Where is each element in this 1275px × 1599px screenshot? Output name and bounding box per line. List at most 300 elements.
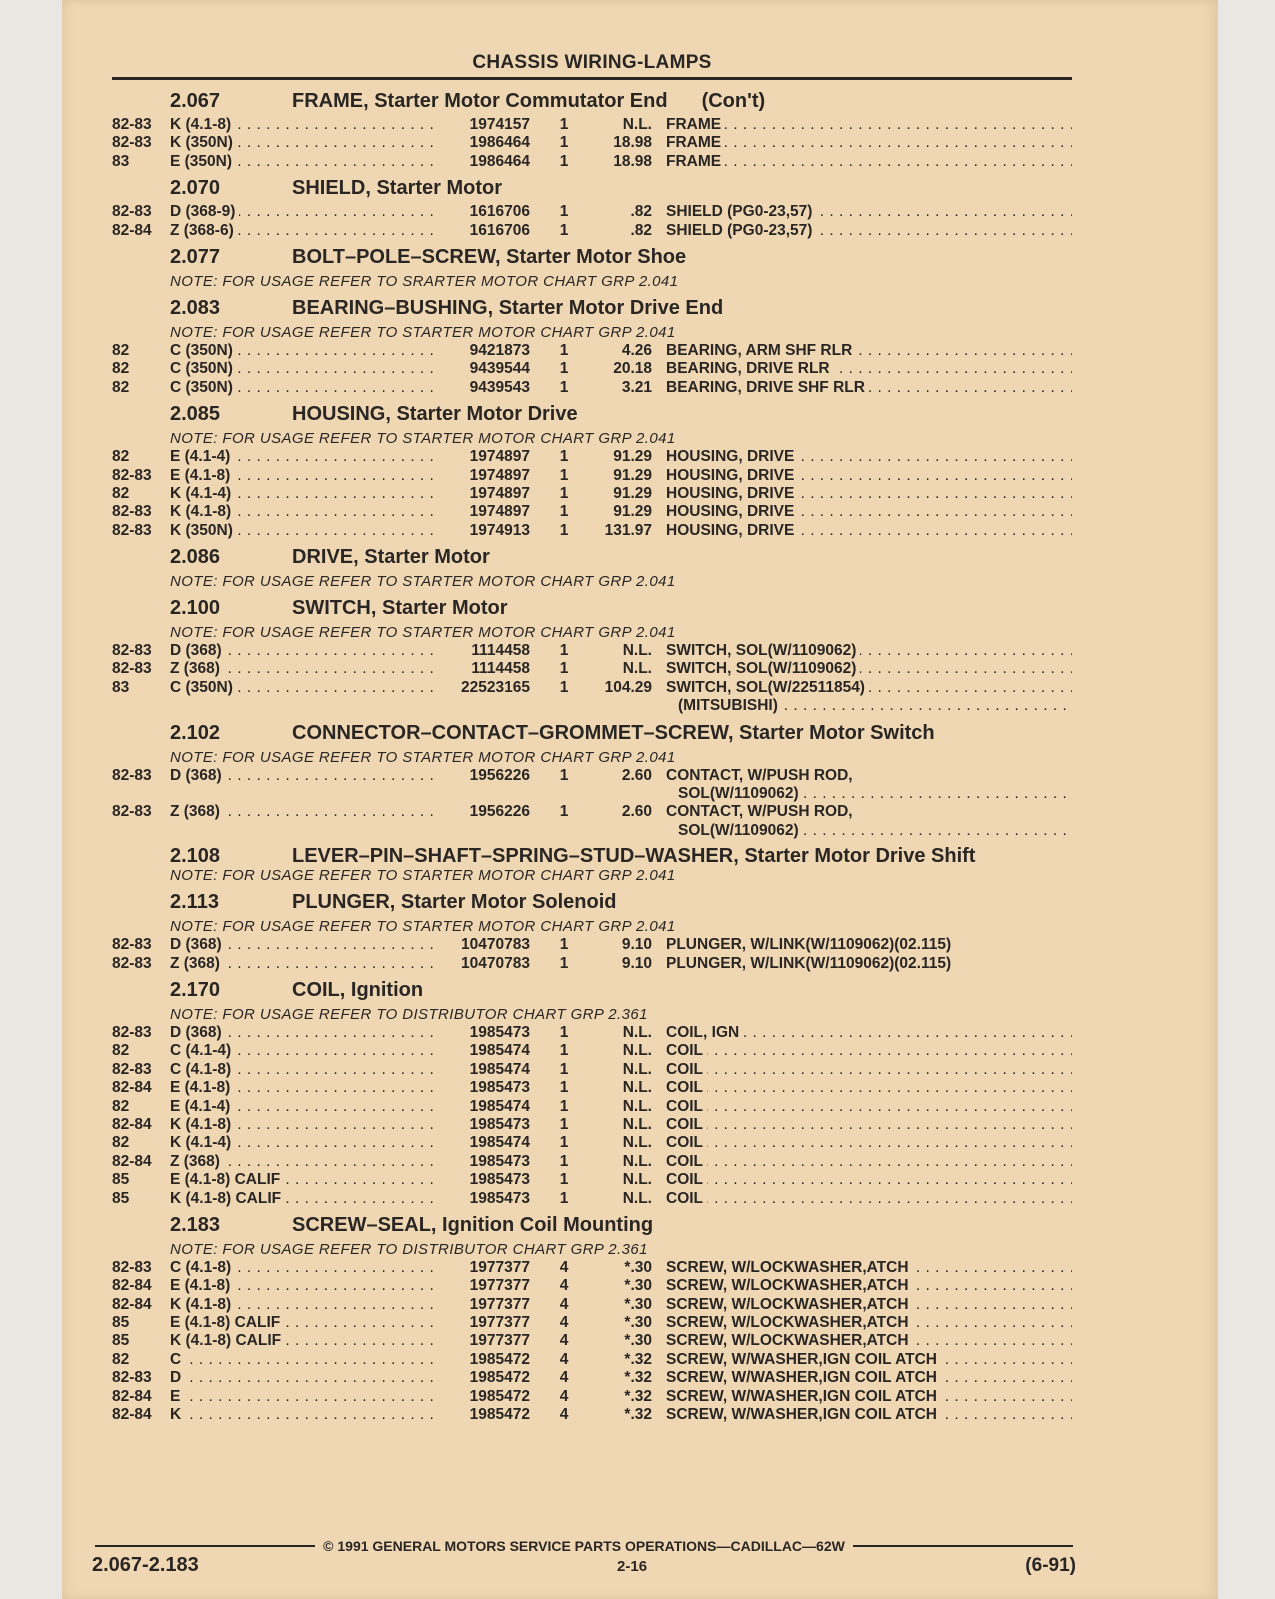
part-row	[112, 153, 1072, 171]
model-year: 82-83	[112, 1369, 152, 1387]
usage-note: NOTE: FOR USAGE REFER TO SRARTER MOTOR CHART GRP 2.041	[170, 272, 679, 290]
part-number: 9421873	[469, 341, 530, 359]
engine-code-text: E (4.1-8)	[170, 1277, 234, 1294]
group-title: COIL, Ignition	[292, 978, 424, 1001]
footer-rule-right	[853, 1545, 1073, 1547]
engine-code	[170, 503, 440, 521]
engine-code	[170, 467, 440, 485]
part-description	[666, 1369, 1072, 1387]
part-number: 1985473	[469, 1079, 530, 1097]
parts-group	[112, 399, 1072, 540]
quantity: 1	[559, 1171, 569, 1189]
model-year: 82-83	[112, 766, 152, 784]
quantity: 1	[559, 116, 569, 133]
footer-copyright: © 1991 GENERAL MOTORS SERVICE PARTS OPERATIONS—CADILLAC—62W	[323, 1538, 845, 1554]
usage-note: NOTE: FOR USAGE REFER TO DISTRIBUTOR CHART GRP 2.361	[170, 1240, 648, 1258]
engine-code-text: E (4.1-8)	[170, 1079, 234, 1096]
footer-rule-left	[95, 1545, 315, 1547]
part-description-text: SHIELD (PG0-23,57)	[666, 222, 816, 239]
part-description	[666, 1351, 1072, 1369]
part-description	[666, 203, 1072, 221]
engine-code-text: K (4.1-8)	[170, 116, 235, 133]
price: *.32	[624, 1369, 652, 1387]
part-number: 1985472	[469, 1350, 530, 1368]
model-year: 82-84	[112, 1152, 152, 1170]
engine-code-text: E (4.1-8)	[170, 467, 234, 484]
model-year: 82-84	[112, 1406, 152, 1424]
engine-code	[170, 785, 440, 803]
engine-code	[170, 1116, 440, 1134]
part-number: 1616706	[469, 221, 530, 239]
part-description	[666, 222, 1072, 240]
part-description-text: FRAME	[666, 116, 725, 133]
quantity	[540, 697, 588, 715]
quantity: 1	[559, 448, 569, 466]
price: *.30	[624, 1332, 652, 1350]
engine-code	[170, 679, 440, 697]
part-description	[666, 785, 1072, 803]
part-description	[666, 767, 1072, 785]
engine-code	[170, 1406, 440, 1424]
group-number: 2.113	[170, 891, 219, 914]
part-row	[112, 342, 1072, 360]
part-description	[666, 448, 1072, 466]
part-number: 1977377	[469, 1314, 530, 1332]
quantity: 1	[559, 1189, 569, 1207]
engine-code-text: E	[170, 1388, 184, 1405]
engine-code-text: E (4.1-8) CALIF	[170, 1314, 284, 1331]
engine-code	[170, 1351, 440, 1369]
price: 91.29	[613, 484, 652, 502]
quantity: 1	[559, 1060, 569, 1078]
engine-code-text: K (4.1-8)	[170, 1116, 235, 1133]
engine-code-text: K (4.1-4)	[170, 485, 235, 502]
part-number: 1974897	[469, 466, 530, 484]
model-year: 82-83	[112, 660, 152, 678]
model-year: 82-83	[112, 803, 152, 821]
model-year: 85	[112, 1171, 130, 1189]
engine-code	[170, 1024, 440, 1042]
price: 20.18	[613, 360, 652, 378]
parts-group	[112, 293, 1072, 397]
part-row-continuation	[112, 697, 1072, 715]
quantity: 1	[559, 954, 569, 972]
engine-code-text: E (4.1-4)	[170, 448, 234, 465]
price: *.32	[624, 1406, 652, 1424]
price: N.L.	[622, 1134, 652, 1152]
engine-code	[170, 803, 440, 821]
engine-code	[170, 936, 440, 954]
engine-code-text: K (4.1-8)	[170, 1296, 235, 1313]
engine-code	[170, 203, 440, 221]
usage-note: NOTE: FOR USAGE REFER TO STARTER MOTOR CHART GRP 2.041	[170, 867, 676, 885]
model-year: 82	[112, 378, 130, 396]
price: N.L.	[622, 1152, 652, 1170]
engine-code-text: D (368)	[170, 642, 226, 659]
model-year: 82-84	[112, 1277, 152, 1295]
part-description-text: HOUSING, DRIVE	[666, 467, 798, 484]
part-number: 1956226	[469, 803, 530, 821]
engine-code	[170, 767, 440, 785]
quantity: 4	[559, 1314, 569, 1332]
part-description	[666, 679, 1072, 697]
engine-code-text: Z (368)	[170, 955, 224, 972]
group-title: LEVER–PIN–SHAFT–SPRING–STUD–WASHER, Starter Motor Drive Shift	[292, 845, 976, 868]
engine-code-text: C (350N)	[170, 360, 237, 377]
group-heading	[170, 399, 1072, 429]
engine-code-text: E (4.1-8) CALIF	[170, 1171, 284, 1188]
engine-code	[170, 1314, 440, 1332]
group-continued: (Con't)	[701, 90, 766, 112]
price	[588, 822, 666, 840]
part-description-text: (MITSUBISHI)	[678, 697, 782, 714]
group-number: 2.085	[170, 403, 221, 426]
part-description	[666, 503, 1072, 521]
part-number: 1985474	[469, 1042, 530, 1060]
part-row	[112, 1314, 1072, 1332]
model-year	[112, 785, 170, 803]
price: N.L.	[622, 1023, 652, 1041]
engine-code-text: D (368)	[170, 767, 226, 784]
part-description-text: CONTACT, W/PUSH ROD,	[666, 767, 857, 784]
part-row-continuation	[112, 785, 1072, 803]
engine-code	[170, 116, 440, 134]
model-year: 82-83	[112, 521, 152, 539]
part-description-text: SHIELD (PG0-23,57)	[666, 203, 816, 220]
group-heading	[170, 173, 1072, 203]
part-description	[666, 1190, 1072, 1208]
engine-code-text: D	[170, 1369, 185, 1386]
footer-copyright-line	[95, 1538, 1073, 1554]
part-number: 1985473	[469, 1152, 530, 1170]
model-year: 82-84	[112, 221, 152, 239]
model-year: 82-84	[112, 1079, 152, 1097]
part-description-text: HOUSING, DRIVE	[666, 448, 798, 465]
part-number	[440, 785, 540, 803]
quantity: 1	[559, 484, 569, 502]
engine-code	[170, 1134, 440, 1152]
group-heading	[170, 593, 1072, 623]
price: *.30	[624, 1295, 652, 1313]
part-number: 1616706	[469, 203, 530, 221]
group-title: CONNECTOR–CONTACT–GROMMET–SCREW, Starter Motor Switch	[292, 721, 935, 744]
part-description-text: SWITCH, SOL(W/1109062)	[666, 660, 860, 677]
price: N.L.	[622, 1189, 652, 1207]
group-number: 2.070	[170, 177, 221, 200]
price: *.32	[624, 1387, 652, 1405]
engine-code	[170, 448, 440, 466]
price: N.L.	[622, 1060, 652, 1078]
quantity: 1	[559, 466, 569, 484]
part-description-text: COIL	[666, 1116, 707, 1133]
price: 9.10	[621, 936, 652, 954]
part-description	[666, 1042, 1072, 1060]
engine-code	[170, 1259, 440, 1277]
quantity: 1	[559, 1115, 569, 1133]
part-row	[112, 503, 1072, 521]
footer-date: (6-91)	[1025, 1555, 1076, 1576]
quantity: 1	[559, 660, 569, 678]
part-description-text: SCREW, W/WASHER,IGN COIL ATCH	[666, 1369, 941, 1386]
part-row	[112, 467, 1072, 485]
part-description	[666, 1406, 1072, 1424]
model-year: 85	[112, 1314, 130, 1332]
engine-code	[170, 1171, 440, 1189]
footer-group-range: 2.067-2.183	[92, 1554, 199, 1576]
group-heading	[170, 975, 1072, 1005]
part-description	[666, 1079, 1072, 1097]
engine-code-text: C (4.1-4)	[170, 1042, 235, 1059]
part-number: 9439544	[469, 360, 530, 378]
price: 91.29	[613, 503, 652, 521]
model-year: 82-83	[112, 503, 152, 521]
usage-note: NOTE: FOR USAGE REFER TO STARTER MOTOR CHART GRP 2.041	[170, 573, 676, 591]
engine-code	[170, 1296, 440, 1314]
part-number: 1985473	[469, 1171, 530, 1189]
quantity: 4	[559, 1295, 569, 1313]
part-description	[666, 1277, 1072, 1295]
part-description	[666, 134, 1072, 152]
engine-code	[170, 1369, 440, 1387]
quantity: 1	[559, 203, 569, 221]
part-description	[666, 116, 1072, 134]
part-row	[112, 1351, 1072, 1369]
part-number: 1977377	[469, 1295, 530, 1313]
model-year: 82-84	[112, 1295, 152, 1313]
part-number: 1974157	[469, 116, 530, 133]
part-description-text: SCREW, W/LOCKWASHER,ATCH	[666, 1332, 913, 1349]
price: 9.10	[621, 954, 652, 972]
engine-code-text: E (350N)	[170, 153, 236, 170]
group-title: DRIVE, Starter Motor	[292, 546, 490, 569]
group-number: 2.086	[170, 546, 221, 569]
part-row	[112, 203, 1072, 221]
part-row	[112, 936, 1072, 954]
engine-code-text: E (4.1-4)	[170, 1098, 234, 1115]
part-number: 1985472	[469, 1387, 530, 1405]
part-row	[112, 134, 1072, 152]
engine-code-text: C (350N)	[170, 379, 237, 396]
price: 4.26	[621, 341, 652, 359]
part-description-text: BEARING, DRIVE SHF RLR	[666, 379, 869, 396]
model-year: 82-83	[112, 203, 152, 221]
price: 91.29	[613, 448, 652, 466]
quantity: 4	[559, 1350, 569, 1368]
footer	[92, 1554, 1076, 1577]
part-row	[112, 485, 1072, 503]
part-description	[666, 1061, 1072, 1079]
model-year: 82-83	[112, 116, 152, 133]
part-description	[666, 936, 1072, 954]
usage-note: NOTE: FOR USAGE REFER TO STARTER MOTOR CHART GRP 2.041	[170, 918, 676, 936]
part-row	[112, 1332, 1072, 1350]
part-description-text: CONTACT, W/PUSH ROD,	[666, 803, 857, 820]
part-row	[112, 1134, 1072, 1152]
part-description	[666, 822, 1072, 840]
parts-group	[112, 718, 1072, 841]
part-description-text: SOL(W/1109062)	[678, 822, 803, 839]
model-year	[112, 697, 170, 715]
model-year: 82-84	[112, 1115, 152, 1133]
part-description	[666, 153, 1072, 171]
part-description	[666, 803, 1072, 821]
part-row	[112, 1388, 1072, 1406]
parts-groups	[112, 86, 1072, 1424]
part-description-text: HOUSING, DRIVE	[666, 522, 798, 539]
price: N.L.	[622, 1042, 652, 1060]
part-number: 1956226	[469, 766, 530, 784]
part-number: 1114458	[471, 642, 530, 660]
part-row	[112, 767, 1072, 785]
engine-code	[170, 1098, 440, 1116]
part-number: 1985474	[469, 1097, 530, 1115]
part-description-text: SCREW, W/WASHER,IGN COIL ATCH	[666, 1406, 941, 1423]
part-description-text: COIL	[666, 1079, 707, 1096]
part-number: 1985474	[469, 1060, 530, 1078]
parts-group	[112, 842, 1072, 885]
part-row	[112, 1277, 1072, 1295]
model-year: 82-83	[112, 642, 152, 660]
engine-code-text: K (4.1-8) CALIF	[170, 1332, 285, 1349]
engine-code	[170, 822, 440, 840]
engine-code-text: C (4.1-8)	[170, 1061, 235, 1078]
title-rule	[112, 77, 1072, 80]
price: N.L.	[622, 1097, 652, 1115]
engine-code-text: K (4.1-8) CALIF	[170, 1190, 285, 1207]
group-number: 2.083	[170, 296, 221, 319]
price: N.L.	[622, 1115, 652, 1133]
engine-code	[170, 955, 440, 973]
engine-code-text: D (368)	[170, 936, 226, 953]
quantity: 1	[559, 803, 569, 821]
model-year: 82-84	[112, 1387, 152, 1405]
group-title: SWITCH, Starter Motor	[292, 597, 508, 620]
part-row	[112, 642, 1072, 660]
part-description-text: SCREW, W/WASHER,IGN COIL ATCH	[666, 1388, 941, 1405]
part-description-text: COIL	[666, 1190, 707, 1207]
price: 18.98	[613, 152, 652, 170]
part-row	[112, 1042, 1072, 1060]
group-heading	[170, 842, 1072, 866]
part-description	[666, 1134, 1072, 1152]
engine-code	[170, 1153, 440, 1171]
part-description-text: COIL	[666, 1153, 707, 1170]
part-description-text: SCREW, W/LOCKWASHER,ATCH	[666, 1259, 913, 1276]
part-number: 1986464	[469, 134, 530, 152]
model-year	[112, 822, 170, 840]
price: N.L.	[622, 1079, 652, 1097]
part-description-text: COIL	[666, 1098, 707, 1115]
usage-note: NOTE: FOR USAGE REFER TO STARTER MOTOR CHART GRP 2.041	[170, 748, 676, 766]
part-description-text: SCREW, W/LOCKWASHER,ATCH	[666, 1277, 913, 1294]
part-number: 1985473	[469, 1189, 530, 1207]
model-year: 82-83	[112, 1258, 152, 1276]
part-number: 1974897	[469, 448, 530, 466]
engine-code	[170, 1042, 440, 1060]
model-year: 82-83	[112, 466, 152, 484]
part-description-text: COIL	[666, 1171, 707, 1188]
part-row	[112, 1024, 1072, 1042]
quantity: 1	[559, 936, 569, 954]
part-description	[666, 660, 1072, 678]
model-year: 82-83	[112, 936, 152, 954]
engine-code	[170, 360, 440, 378]
group-number: 2.170	[170, 978, 221, 1001]
price	[588, 785, 666, 803]
quantity: 1	[559, 360, 569, 378]
price	[588, 697, 666, 715]
parts-group	[112, 887, 1072, 973]
part-number: 1985472	[469, 1406, 530, 1424]
price: N.L.	[622, 116, 652, 133]
quantity: 1	[559, 1079, 569, 1097]
engine-code-text: K (4.1-4)	[170, 1134, 235, 1151]
quantity: 4	[559, 1258, 569, 1276]
usage-note: NOTE: FOR USAGE REFER TO STARTER MOTOR CHART GRP 2.041	[170, 624, 676, 642]
part-row	[112, 803, 1072, 821]
model-year: 82	[112, 1097, 130, 1115]
engine-code-text: Z (368)	[170, 803, 224, 820]
engine-code	[170, 1332, 440, 1350]
part-description-text: SWITCH, SOL(W/1109062)	[666, 642, 860, 659]
parts-group	[112, 242, 1072, 291]
group-heading	[170, 718, 1072, 748]
quantity: 1	[559, 678, 569, 696]
model-year: 85	[112, 1189, 130, 1207]
group-title: HOUSING, Starter Motor Drive	[292, 403, 578, 426]
part-number: 1974897	[469, 503, 530, 521]
model-year: 82	[112, 341, 130, 359]
model-year: 83	[112, 152, 130, 170]
engine-code	[170, 697, 440, 715]
quantity: 1	[559, 1042, 569, 1060]
part-row	[112, 660, 1072, 678]
usage-note: NOTE: FOR USAGE REFER TO DISTRIBUTOR CHART GRP 2.361	[170, 1005, 648, 1023]
part-number: 1977377	[469, 1332, 530, 1350]
quantity	[540, 785, 588, 803]
quantity: 1	[559, 521, 569, 539]
engine-code	[170, 1190, 440, 1208]
parts-group	[112, 86, 1072, 171]
part-number	[440, 822, 540, 840]
part-description-text: FRAME	[666, 153, 725, 170]
engine-code	[170, 485, 440, 503]
group-heading	[170, 86, 1072, 116]
quantity: 1	[559, 1097, 569, 1115]
parts-group	[112, 975, 1072, 1208]
group-title: BOLT–POLE–SCREW, Starter Motor Shoe	[292, 245, 687, 268]
model-year: 82-83	[112, 954, 152, 972]
part-description-text: BEARING, DRIVE RLR	[666, 360, 834, 377]
part-number: 1977377	[469, 1277, 530, 1295]
engine-code	[170, 522, 440, 540]
quantity: 1	[559, 766, 569, 784]
model-year: 82	[112, 360, 130, 378]
part-description-text: SCREW, W/LOCKWASHER,ATCH	[666, 1314, 913, 1331]
engine-code-text: K (350N)	[170, 134, 237, 151]
price: N.L.	[622, 642, 652, 660]
model-year: 82	[112, 1134, 130, 1152]
usage-note: NOTE: FOR USAGE REFER TO STARTER MOTOR CHART GRP 2.041	[170, 323, 676, 341]
part-number: 1985474	[469, 1134, 530, 1152]
part-description	[666, 1332, 1072, 1350]
catalog-content	[112, 52, 1072, 1424]
part-row	[112, 1098, 1072, 1116]
price: 104.29	[604, 678, 652, 696]
part-description	[666, 955, 1072, 973]
part-number: 1977377	[469, 1258, 530, 1276]
group-title: FRAME, Starter Motor Commutator End	[292, 90, 668, 112]
